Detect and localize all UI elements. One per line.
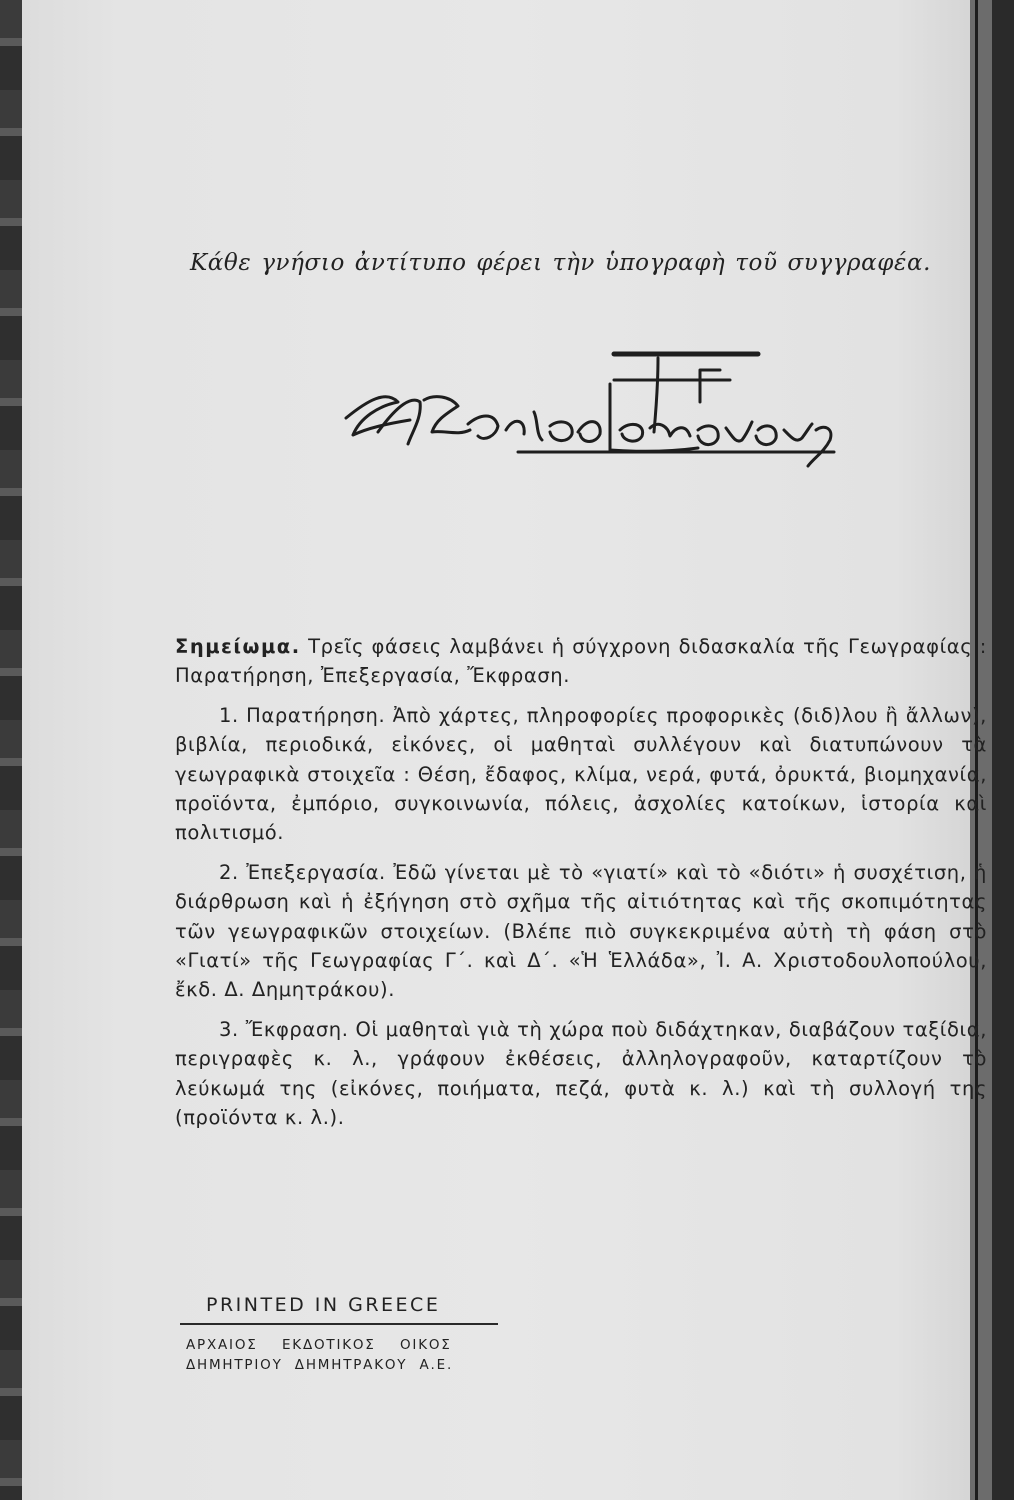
publisher-imprint <box>186 1335 453 1375</box>
note-item-text: Ἀπὸ χάρτες, πληροφορίες προφορικὲς (διδ)λου ἢ ἄλλων), βιβλία, περιοδικά, εἰκόνες, οἱ μαθηταὶ συλλέγουν καὶ διατυπώνουν τὰ γεωγραφικὰ στοιχεῖα : Θέση, ἔδαφος, κλίμα, νερά, φυτά, ὀρυκτά, βιομηχανία, προϊόντα, ἐμπόριο, συγκοινωνία, πόλεις, ἀσχολίες κατοίκων, ἱστορία καὶ πολιτισμό. <box>175 703 987 845</box>
note-item-heading: 3. Ἔκφραση. <box>219 1017 349 1041</box>
note-item-expression <box>175 1015 987 1133</box>
publisher-line-2: ΔΗΜΗΤΡΙΟΥ ΔΗΜΗΤΡΑΚΟΥ Α.Ε. <box>186 1357 454 1373</box>
note-item-heading: 2. Ἐπεξεργασία. <box>219 860 386 884</box>
note-item-processing <box>175 858 987 1005</box>
methodology-note <box>175 632 987 1133</box>
note-item-heading: 1. Παρατήρηση. <box>219 703 386 727</box>
left-page-edge <box>0 0 22 1500</box>
printed-in-greece: PRINTED IN GREECE <box>206 1294 441 1316</box>
note-intro <box>175 632 987 691</box>
note-item-text: Ἐδῶ γίνεται μὲ τὸ «γιατί» καὶ τὸ «διότι» ἡ συσχέτιση, ἡ διάρθρωση καὶ ἡ ἐξήγηση στὸ σχῆμα τῆς αἰτιότητας καὶ τῆς σκοπιμότητας τῶν γεωγραφικῶν στοιχείων. (Βλέπε πιὸ συγκεκριμένα αὐτὴ τὴ φάση στὸ «Γιατί» τῆς Γεωγραφίας Γ΄. καὶ Δ΄. «Ἡ Ἑλλάδα», Ἰ. Α. Χριστοδουλοπούλου, ἔκδ. Δ. Δημητράκου). <box>175 860 987 1002</box>
note-intro-text: Τρεῖς φάσεις λαμβάνει ἡ σύγχρονη διδασκαλία τῆς Γεωγραφίας : Παρατήρηση, Ἐπεξεργασία, Ἔκφραση. <box>175 635 987 688</box>
publisher-line-1: ΑΡΧΑΙΟΣ ΕΚΔΟΤΙΚΟΣ ΟΙΚΟΣ <box>186 1337 452 1353</box>
note-item-text: Οἱ μαθηταὶ γιὰ τὴ χώρα ποὺ διδάχτηκαν, διαβάζουν ταξίδια, περιγραφὲς κ. λ., γράφουν ἐκθέσεις, ἀλληλογραφοῦν, καταρτίζουν τὸ λεύκωμά της (εἰκόνες, ποιήματα, πεζά, φυτὰ κ. λ.) καὶ τὴ συλλογή της (προϊόντα κ. λ.). <box>175 1017 987 1130</box>
note-item-observation <box>175 701 987 848</box>
authenticity-note: Κάθε γνήσιο ἀντίτυπο φέρει τὴν ὑπογραφὴ τοῦ συγγραφέα. <box>190 250 931 276</box>
imprint-divider <box>180 1323 498 1325</box>
author-signature <box>338 340 838 480</box>
note-heading: Σημείωμα. <box>175 635 301 658</box>
